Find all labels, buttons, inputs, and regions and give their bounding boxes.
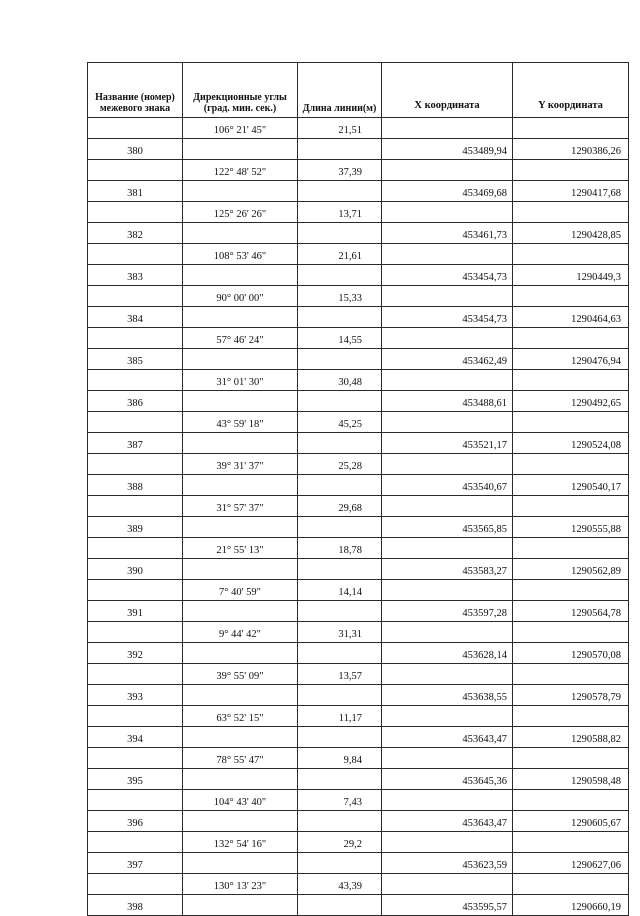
direction-angle-cell: 21° 55' 13": [183, 538, 298, 559]
table-row: [88, 454, 629, 475]
y-coordinate-cell: 1290605,67: [513, 811, 629, 832]
direction-angle-cell: 31° 57' 37": [183, 496, 298, 517]
x-coordinate-cell: [382, 832, 513, 853]
table-row: [88, 643, 629, 664]
line-length-cell: 29,2: [298, 832, 382, 853]
x-coordinate-cell: [382, 370, 513, 391]
y-coordinate-cell: 1290428,85: [513, 223, 629, 244]
y-coordinate-cell: 1290464,63: [513, 307, 629, 328]
x-coordinate-cell: 453489,94: [382, 139, 513, 160]
table-row: [88, 832, 629, 853]
x-coordinate-cell: 453565,85: [382, 517, 513, 538]
line-length-cell: 9,84: [298, 748, 382, 769]
x-coordinate-cell: [382, 202, 513, 223]
x-coordinate-cell: 453583,27: [382, 559, 513, 580]
y-coordinate-cell: [513, 538, 629, 559]
x-coordinate-cell: 453540,67: [382, 475, 513, 496]
direction-angle-cell: 31° 01' 30": [183, 370, 298, 391]
y-coordinate-cell: [513, 454, 629, 475]
line-length-cell: 45,25: [298, 412, 382, 433]
table-header-row: [88, 63, 629, 118]
x-coordinate-cell: 453461,73: [382, 223, 513, 244]
line-length-cell: [298, 811, 382, 832]
table-row: [88, 706, 629, 727]
x-coordinate-cell: 453521,17: [382, 433, 513, 454]
line-length-cell: [298, 727, 382, 748]
mark-name-cell: 380: [88, 139, 183, 160]
direction-angle-cell: [183, 475, 298, 496]
x-coordinate-cell: [382, 538, 513, 559]
table-row: [88, 475, 629, 496]
table-row: [88, 391, 629, 412]
x-coordinate-cell: 453454,73: [382, 265, 513, 286]
table-row: [88, 139, 629, 160]
mark-name-cell: 390: [88, 559, 183, 580]
y-coordinate-cell: 1290598,48: [513, 769, 629, 790]
y-coordinate-cell: [513, 370, 629, 391]
table-row: [88, 790, 629, 811]
table-row: [88, 244, 629, 265]
line-length-cell: 21,61: [298, 244, 382, 265]
y-coordinate-cell: [513, 748, 629, 769]
table-row: [88, 517, 629, 538]
x-coordinate-cell: [382, 748, 513, 769]
mark-name-cell: [88, 496, 183, 517]
direction-angle-cell: 108° 53' 46": [183, 244, 298, 265]
mark-name-cell: [88, 244, 183, 265]
line-length-cell: 18,78: [298, 538, 382, 559]
y-coordinate-cell: 1290562,89: [513, 559, 629, 580]
line-length-cell: 29,68: [298, 496, 382, 517]
x-coordinate-cell: 453628,14: [382, 643, 513, 664]
table-row: [88, 874, 629, 895]
header-x-coordinate: X координата: [382, 63, 513, 118]
mark-name-cell: [88, 328, 183, 349]
line-length-cell: 43,39: [298, 874, 382, 895]
y-coordinate-cell: [513, 286, 629, 307]
y-coordinate-cell: 1290524,08: [513, 433, 629, 454]
table-row: [88, 118, 629, 139]
x-coordinate-cell: [382, 118, 513, 139]
direction-angle-cell: 39° 31' 37": [183, 454, 298, 475]
line-length-cell: [298, 895, 382, 916]
line-length-cell: [298, 433, 382, 454]
mark-name-cell: [88, 748, 183, 769]
direction-angle-cell: [183, 517, 298, 538]
y-coordinate-cell: 1290492,65: [513, 391, 629, 412]
mark-name-cell: [88, 286, 183, 307]
x-coordinate-cell: 453645,36: [382, 769, 513, 790]
direction-angle-cell: 122° 48' 52": [183, 160, 298, 181]
mark-name-cell: 385: [88, 349, 183, 370]
line-length-cell: [298, 853, 382, 874]
direction-angle-cell: [183, 307, 298, 328]
line-length-cell: [298, 307, 382, 328]
coordinates-sheet: [87, 62, 628, 916]
direction-angle-cell: 7° 40' 59": [183, 580, 298, 601]
mark-name-cell: [88, 622, 183, 643]
boundary-coordinates-table: [87, 62, 629, 916]
line-length-cell: 21,51: [298, 118, 382, 139]
x-coordinate-cell: [382, 496, 513, 517]
mark-name-cell: [88, 706, 183, 727]
y-coordinate-cell: [513, 790, 629, 811]
y-coordinate-cell: [513, 706, 629, 727]
table-row: [88, 328, 629, 349]
y-coordinate-cell: 1290476,94: [513, 349, 629, 370]
x-coordinate-cell: [382, 412, 513, 433]
table-row: [88, 580, 629, 601]
y-coordinate-cell: 1290627,06: [513, 853, 629, 874]
table-row: [88, 496, 629, 517]
line-length-cell: 37,39: [298, 160, 382, 181]
y-coordinate-cell: 1290449,3: [513, 265, 629, 286]
table-body: [88, 118, 629, 916]
mark-name-cell: [88, 160, 183, 181]
direction-angle-cell: [183, 727, 298, 748]
y-coordinate-cell: 1290540,17: [513, 475, 629, 496]
y-coordinate-cell: [513, 832, 629, 853]
mark-name-cell: [88, 832, 183, 853]
x-coordinate-cell: [382, 790, 513, 811]
table-row: [88, 895, 629, 916]
mark-name-cell: [88, 370, 183, 391]
x-coordinate-cell: 453462,49: [382, 349, 513, 370]
mark-name-cell: 386: [88, 391, 183, 412]
direction-angle-cell: 43° 59' 18": [183, 412, 298, 433]
y-coordinate-cell: [513, 412, 629, 433]
x-coordinate-cell: 453488,61: [382, 391, 513, 412]
line-length-cell: 13,57: [298, 664, 382, 685]
direction-angle-cell: 57° 46' 24": [183, 328, 298, 349]
mark-name-cell: 396: [88, 811, 183, 832]
table-row: [88, 433, 629, 454]
line-length-cell: [298, 349, 382, 370]
line-length-cell: 15,33: [298, 286, 382, 307]
y-coordinate-cell: 1290386,26: [513, 139, 629, 160]
line-length-cell: [298, 601, 382, 622]
table-row: [88, 748, 629, 769]
x-coordinate-cell: 453623,59: [382, 853, 513, 874]
header-line-length: Длина линии(м): [298, 63, 382, 118]
line-length-cell: [298, 643, 382, 664]
x-coordinate-cell: [382, 328, 513, 349]
direction-angle-cell: 125° 26' 26": [183, 202, 298, 223]
table-row: [88, 853, 629, 874]
mark-name-cell: [88, 790, 183, 811]
x-coordinate-cell: 453643,47: [382, 811, 513, 832]
mark-name-cell: 395: [88, 769, 183, 790]
mark-name-cell: [88, 664, 183, 685]
y-coordinate-cell: [513, 118, 629, 139]
mark-name-cell: 393: [88, 685, 183, 706]
direction-angle-cell: [183, 853, 298, 874]
table-row: [88, 307, 629, 328]
line-length-cell: [298, 475, 382, 496]
mark-name-cell: [88, 118, 183, 139]
table-row: [88, 811, 629, 832]
mark-name-cell: [88, 202, 183, 223]
y-coordinate-cell: [513, 580, 629, 601]
mark-name-cell: [88, 412, 183, 433]
line-length-cell: 30,48: [298, 370, 382, 391]
x-coordinate-cell: 453454,73: [382, 307, 513, 328]
mark-name-cell: 387: [88, 433, 183, 454]
x-coordinate-cell: 453638,55: [382, 685, 513, 706]
table-row: [88, 202, 629, 223]
direction-angle-cell: [183, 391, 298, 412]
mark-name-cell: [88, 454, 183, 475]
x-coordinate-cell: [382, 706, 513, 727]
direction-angle-cell: [183, 895, 298, 916]
direction-angle-cell: 39° 55' 09": [183, 664, 298, 685]
direction-angle-cell: [183, 181, 298, 202]
mark-name-cell: 394: [88, 727, 183, 748]
mark-name-cell: 398: [88, 895, 183, 916]
x-coordinate-cell: 453597,28: [382, 601, 513, 622]
x-coordinate-cell: [382, 286, 513, 307]
direction-angle-cell: 130° 13' 23": [183, 874, 298, 895]
header-mark-name: Название (номер) межевого знака: [88, 63, 183, 118]
y-coordinate-cell: [513, 496, 629, 517]
table-row: [88, 160, 629, 181]
y-coordinate-cell: [513, 664, 629, 685]
mark-name-cell: 389: [88, 517, 183, 538]
direction-angle-cell: [183, 559, 298, 580]
direction-angle-cell: [183, 685, 298, 706]
y-coordinate-cell: 1290555,88: [513, 517, 629, 538]
line-length-cell: 11,17: [298, 706, 382, 727]
y-coordinate-cell: [513, 202, 629, 223]
x-coordinate-cell: [382, 454, 513, 475]
table-row: [88, 265, 629, 286]
table-row: [88, 349, 629, 370]
table-row: [88, 601, 629, 622]
mark-name-cell: 388: [88, 475, 183, 496]
mark-name-cell: [88, 538, 183, 559]
mark-name-cell: 384: [88, 307, 183, 328]
line-length-cell: [298, 559, 382, 580]
line-length-cell: 14,55: [298, 328, 382, 349]
table-row: [88, 223, 629, 244]
y-coordinate-cell: [513, 622, 629, 643]
x-coordinate-cell: [382, 160, 513, 181]
direction-angle-cell: [183, 769, 298, 790]
line-length-cell: [298, 769, 382, 790]
table-row: [88, 685, 629, 706]
table-row: [88, 286, 629, 307]
header-y-coordinate: Y координата: [513, 63, 629, 118]
table-row: [88, 664, 629, 685]
y-coordinate-cell: 1290564,78: [513, 601, 629, 622]
direction-angle-cell: 90° 00' 00": [183, 286, 298, 307]
table-row: [88, 622, 629, 643]
y-coordinate-cell: 1290660,19: [513, 895, 629, 916]
line-length-cell: 31,31: [298, 622, 382, 643]
direction-angle-cell: [183, 643, 298, 664]
direction-angle-cell: [183, 139, 298, 160]
line-length-cell: [298, 391, 382, 412]
x-coordinate-cell: [382, 874, 513, 895]
y-coordinate-cell: [513, 328, 629, 349]
mark-name-cell: [88, 874, 183, 895]
direction-angle-cell: 104° 43' 40": [183, 790, 298, 811]
direction-angle-cell: 106° 21' 45": [183, 118, 298, 139]
table-row: [88, 370, 629, 391]
header-direction-angle: Дирекционные углы (град. мин. сек.): [183, 63, 298, 118]
table-row: [88, 181, 629, 202]
x-coordinate-cell: 453469,68: [382, 181, 513, 202]
line-length-cell: 7,43: [298, 790, 382, 811]
line-length-cell: [298, 223, 382, 244]
y-coordinate-cell: 1290417,68: [513, 181, 629, 202]
table-row: [88, 559, 629, 580]
table-row: [88, 727, 629, 748]
direction-angle-cell: 63° 52' 15": [183, 706, 298, 727]
y-coordinate-cell: 1290578,79: [513, 685, 629, 706]
line-length-cell: 13,71: [298, 202, 382, 223]
x-coordinate-cell: 453595,57: [382, 895, 513, 916]
line-length-cell: [298, 265, 382, 286]
y-coordinate-cell: [513, 160, 629, 181]
x-coordinate-cell: [382, 622, 513, 643]
line-length-cell: 25,28: [298, 454, 382, 475]
direction-angle-cell: [183, 223, 298, 244]
direction-angle-cell: [183, 601, 298, 622]
x-coordinate-cell: [382, 664, 513, 685]
direction-angle-cell: 78° 55' 47": [183, 748, 298, 769]
x-coordinate-cell: 453643,47: [382, 727, 513, 748]
y-coordinate-cell: 1290588,82: [513, 727, 629, 748]
direction-angle-cell: [183, 433, 298, 454]
y-coordinate-cell: [513, 874, 629, 895]
mark-name-cell: 397: [88, 853, 183, 874]
direction-angle-cell: 9° 44' 42": [183, 622, 298, 643]
x-coordinate-cell: [382, 580, 513, 601]
y-coordinate-cell: 1290570,08: [513, 643, 629, 664]
line-length-cell: [298, 685, 382, 706]
line-length-cell: [298, 139, 382, 160]
mark-name-cell: 391: [88, 601, 183, 622]
y-coordinate-cell: [513, 244, 629, 265]
table-row: [88, 769, 629, 790]
mark-name-cell: 392: [88, 643, 183, 664]
mark-name-cell: 383: [88, 265, 183, 286]
line-length-cell: [298, 181, 382, 202]
x-coordinate-cell: [382, 244, 513, 265]
direction-angle-cell: [183, 349, 298, 370]
mark-name-cell: [88, 580, 183, 601]
table-row: [88, 538, 629, 559]
direction-angle-cell: 132° 54' 16": [183, 832, 298, 853]
mark-name-cell: 381: [88, 181, 183, 202]
mark-name-cell: 382: [88, 223, 183, 244]
direction-angle-cell: [183, 811, 298, 832]
line-length-cell: [298, 517, 382, 538]
direction-angle-cell: [183, 265, 298, 286]
table-row: [88, 412, 629, 433]
line-length-cell: 14,14: [298, 580, 382, 601]
